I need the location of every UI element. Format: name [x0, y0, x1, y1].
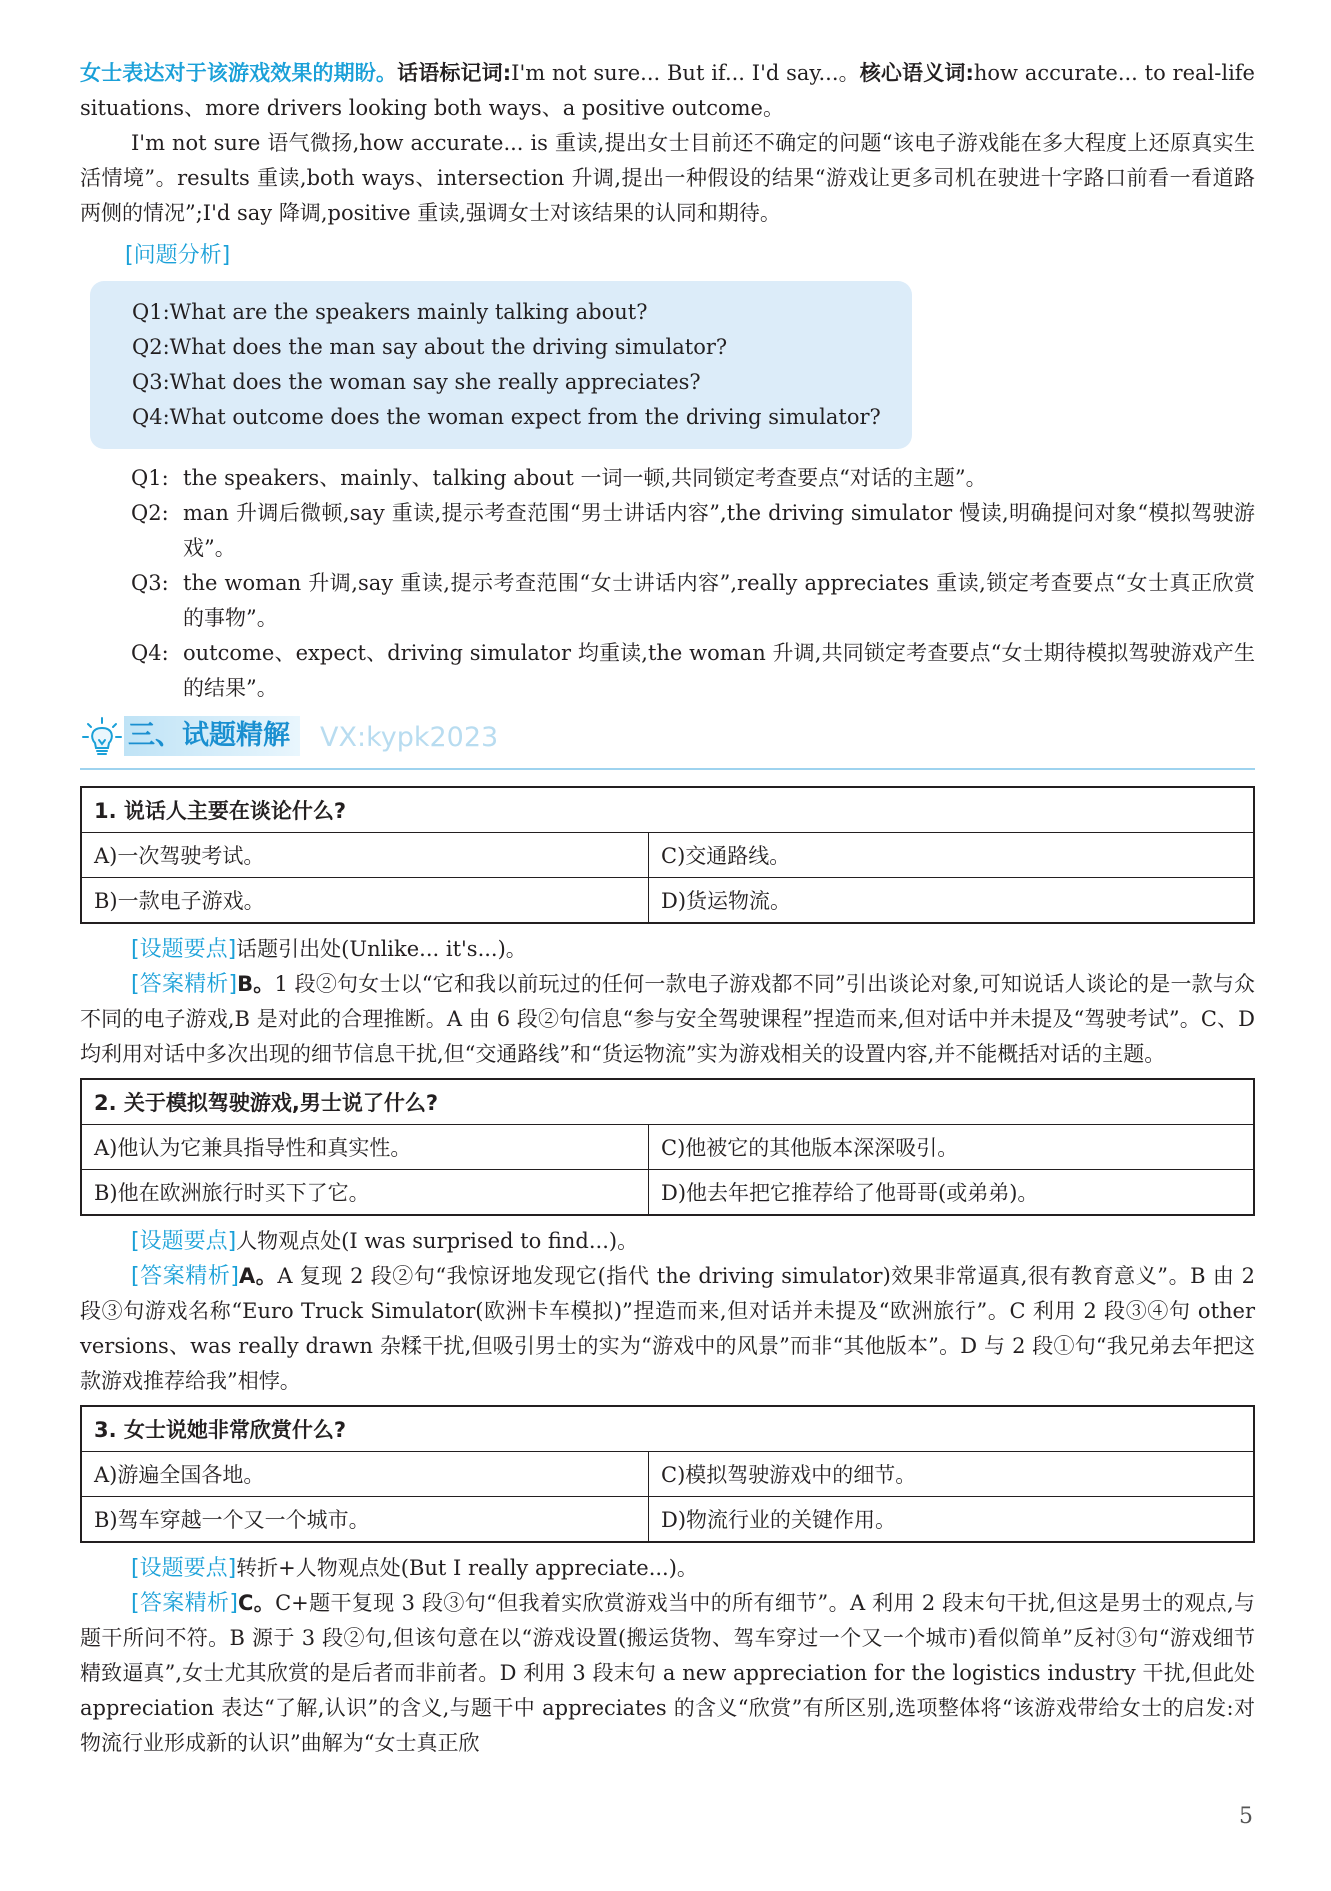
analysis-label: Q4:	[131, 641, 169, 665]
point-text: 人物观点处(I was surprised to find...)。	[236, 1229, 639, 1253]
analysis-row	[131, 461, 1255, 496]
marker-text: I'm not sure... But if... I'd say...。	[511, 61, 860, 85]
analysis-row	[131, 496, 1255, 566]
core-text: how accurate... to real-life situations、more drivers looking both ways、a positive outcome。	[80, 61, 1255, 120]
question-line: Q3:What does the woman say she really appreciates?	[132, 370, 701, 394]
question-analysis	[131, 461, 1255, 706]
option-a: A)一次驾驶考试。	[81, 833, 649, 878]
point-text: 话题引出处(Unlike... it's...)。	[236, 937, 527, 961]
page-content	[80, 56, 1255, 1761]
option-d: D)货运物流。	[649, 878, 1255, 924]
explanation-2	[80, 1224, 1255, 1399]
option-b: B)他在欧洲旅行时买下了它。	[81, 1170, 649, 1216]
answer-text: C+题干复现 3 段③句“但我着实欣赏游戏当中的所有细节”。A 利用 2 段末句干扰,但这是男士的观点,与题干所问不符。B 源于 3 段②句,但该句意在以“游戏设置(搬运货物、驾车穿过一个又一个城市)看似简单”反衬③句“游戏细节精致逼真”,女士尤其欣赏的是后者而非前者。D 利用 3 段末句 a new appreciation for the logistics industry 干扰,但此处 appreciation 表达“了解,认识”的含义,与题干中 appreciates 的含义“欣赏”有所区别,选项整体将“该游戏带给女士的启发:对物流行业形成新的认识”曲解为“女士真正欣	[80, 1591, 1256, 1755]
section-heading	[80, 710, 1255, 770]
design-point	[80, 932, 1255, 967]
answer-text: A 复现 2 段②句“我惊讶地发现它(指代 the driving simulator)效果非常逼真,很有教育意义”。B 由 2 段③句游戏名称“Euro Truck Simulator(欧洲卡车模拟)”捏造而来,但对话并未提及“欧洲旅行”。C 利用 2 段③④句 other versions、was really drawn 杂糅干扰,但吸引男士的实为“游戏中的风景”而非“其他版本”。D 与 2 段①句“我兄弟去年把这款游戏推荐给我”相悖。	[80, 1264, 1255, 1393]
design-point	[80, 1551, 1255, 1586]
point-label: [设题要点]	[131, 1556, 237, 1581]
answer-analysis	[80, 967, 1255, 1072]
option-a: A)他认为它兼具指导性和真实性。	[81, 1125, 649, 1170]
option-a: A)游遍全国各地。	[81, 1452, 649, 1497]
analysis-text: the speakers、mainly、talking about 一词一顿,共同锁定考查要点“对话的主题”。	[183, 466, 987, 490]
answer-analysis	[80, 1259, 1255, 1399]
question-table-1	[80, 786, 1255, 924]
explanation-3	[80, 1551, 1255, 1761]
answer-key: B。	[237, 972, 275, 996]
marker-label: 话语标记词:	[397, 61, 512, 85]
option-c: C)交通路线。	[649, 833, 1255, 878]
question-table-2	[80, 1078, 1255, 1216]
analysis-row	[131, 636, 1255, 706]
analysis-tag: [问题分析]	[125, 243, 231, 268]
answer-key: C。	[237, 1591, 276, 1615]
intro-paragraph-2: I'm not sure 语气微扬,how accurate... is 重读,提出女士目前还不确定的问题“该电子游戏能在多大程度上还原真实生活情境”。results 重读,both ways、intersection 升调,提出一种假设的结果“游戏让更多司机在驶进十字路口前看一看道路两侧的情况”;I'd say 降调,positive 重读,强调女士对该结果的认同和期待。	[80, 131, 1255, 225]
question-line: Q2:What does the man say about the driving simulator?	[132, 335, 728, 359]
intro-paragraph-1	[80, 56, 1255, 126]
analysis-label: Q3:	[131, 571, 169, 595]
analysis-label: Q1:	[131, 466, 169, 490]
analysis-label: Q2:	[131, 501, 169, 525]
answer-text: 1 段②句女士以“它和我以前玩过的任何一款电子游戏都不同”引出谈论对象,可知说话人谈论的是一款与众不同的电子游戏,B 是对此的合理推断。A 由 6 段②句信息“参与安全驾驶课程”捏造而来,但对话中并未提及“驾驶考试”。C、D 均利用对话中多次出现的细节信息干扰,但“交通路线”和“货运物流”实为游戏相关的设置内容,并不能概括对话的主题。	[80, 972, 1255, 1066]
watermark: VX:kypk2023	[320, 722, 499, 753]
design-point	[80, 1224, 1255, 1259]
option-c: C)他被它的其他版本深深吸引。	[649, 1125, 1255, 1170]
answer-label: [答案精析]	[131, 1264, 239, 1289]
point-label: [设题要点]	[131, 937, 237, 962]
analysis-row	[131, 566, 1255, 636]
point-label: [设题要点]	[131, 1229, 237, 1254]
option-c: C)模拟驾驶游戏中的细节。	[649, 1452, 1255, 1497]
core-label: 核心语义词:	[859, 61, 974, 85]
answer-key: A。	[238, 1264, 278, 1288]
question-title: 3. 女士说她非常欣赏什么?	[81, 1406, 1254, 1452]
question-title: 1. 说话人主要在谈论什么?	[81, 787, 1254, 833]
option-b: B)一款电子游戏。	[81, 878, 649, 924]
lightbulb-icon	[80, 716, 124, 760]
question-table-3	[80, 1405, 1255, 1543]
analysis-text: man 升调后微顿,say 重读,提示考查范围“男士讲话内容”,the driving simulator 慢读,明确提问对象“模拟驾驶游戏”。	[183, 501, 1255, 560]
question-line: Q1:What are the speakers mainly talking about?	[132, 300, 648, 324]
answer-label: [答案精析]	[131, 972, 238, 997]
explanation-1	[80, 932, 1255, 1072]
section-title: 三、试题精解	[124, 716, 300, 756]
option-d: D)他去年把它推荐给了他哥哥(或弟弟)。	[649, 1170, 1255, 1216]
option-b: B)驾车穿越一个又一个城市。	[81, 1497, 649, 1543]
analysis-text: outcome、expect、driving simulator 均重读,the woman 升调,共同锁定考查要点“女士期待模拟驾驶游戏产生的结果”。	[183, 641, 1255, 700]
question-title: 2. 关于模拟驾驶游戏,男士说了什么?	[81, 1079, 1254, 1125]
intro-highlight: 女士表达对于该游戏效果的期盼。	[80, 61, 398, 85]
questions-box	[90, 281, 912, 449]
answer-analysis	[80, 1586, 1255, 1761]
option-d: D)物流行业的关键作用。	[649, 1497, 1255, 1543]
question-line: Q4:What outcome does the woman expect from the driving simulator?	[132, 405, 881, 429]
answer-label: [答案精析]	[131, 1591, 238, 1616]
page-number: 5	[1239, 1804, 1253, 1829]
point-text: 转折+人物观点处(But I really appreciate...)。	[236, 1556, 698, 1580]
analysis-text: the woman 升调,say 重读,提示考查范围“女士讲话内容”,really appreciates 重读,锁定考查要点“女士真正欣赏的事物”。	[183, 571, 1255, 630]
